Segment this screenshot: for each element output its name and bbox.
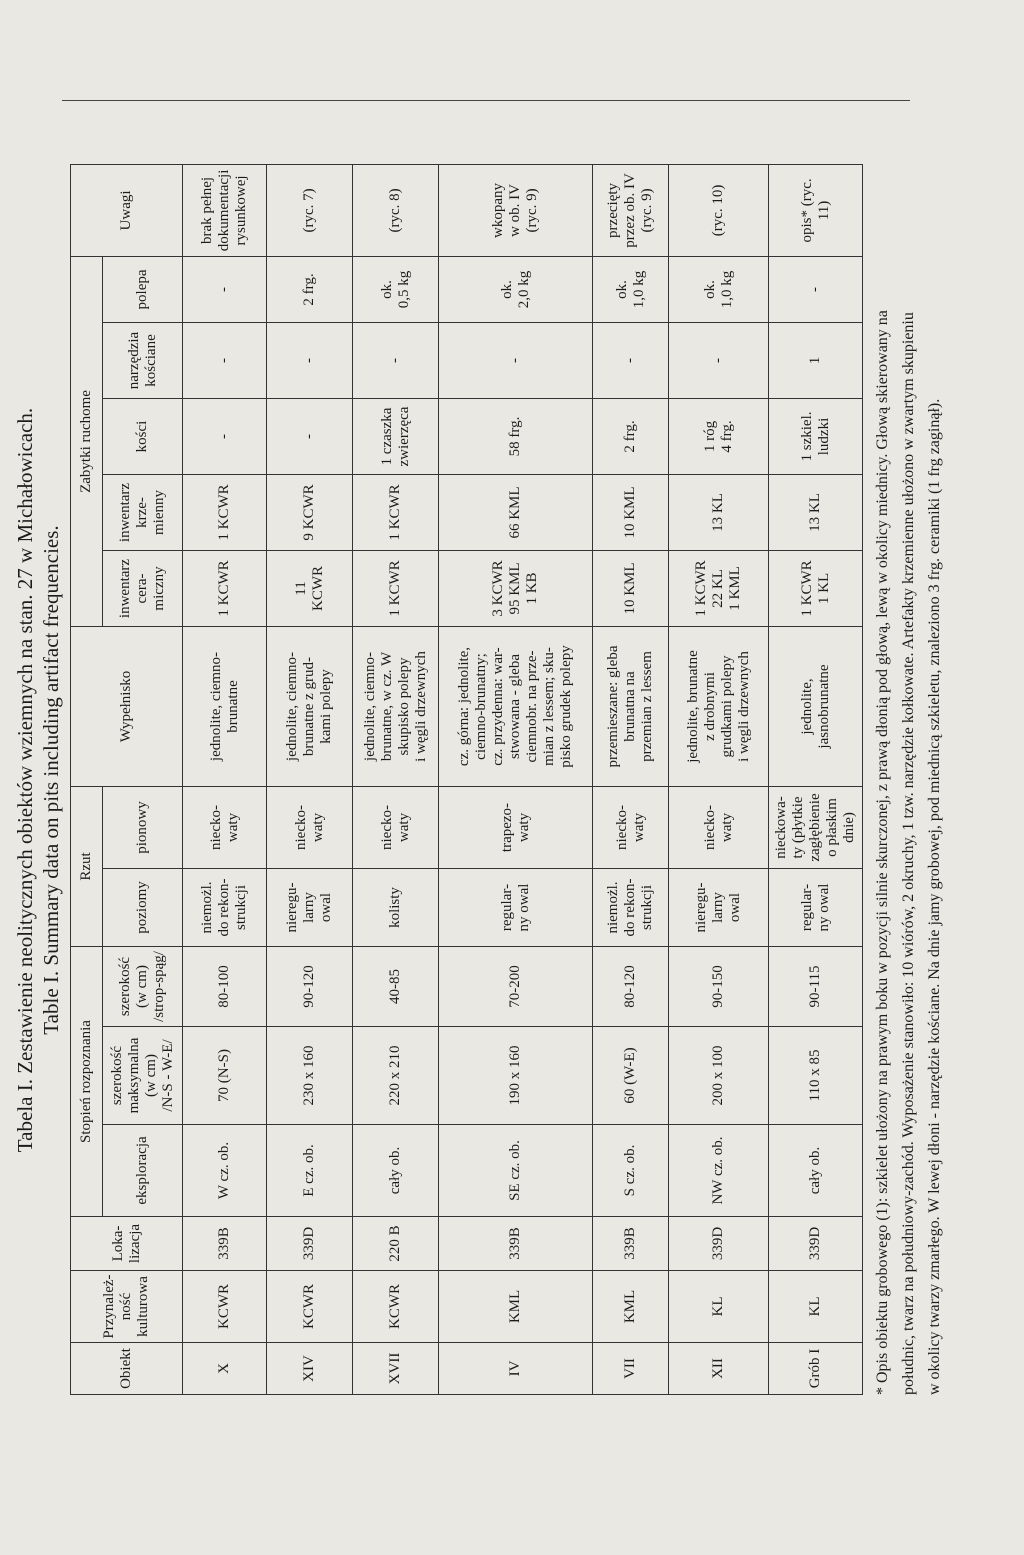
table-row: [183, 164, 267, 1394]
cell-szerokosc: 90-115: [769, 947, 863, 1027]
header-lokalizacja: Loka- lizacja: [71, 1217, 183, 1271]
cell-uwagi: (ryc. 8): [353, 164, 439, 256]
table-row: [353, 164, 439, 1394]
cell-szer-max: 70 (N-S): [183, 1027, 267, 1125]
cell-kosci: 1 szkiel. ludzki: [769, 399, 863, 475]
header-przynaleznosc: Przynależ- ność kulturowa: [71, 1271, 183, 1343]
cell-kosci: 2 frg.: [593, 399, 669, 475]
cell-szerokosc: 40-85: [353, 947, 439, 1027]
cell-polepa: -: [183, 256, 267, 322]
cell-kosci: -: [183, 399, 267, 475]
cell-narzedzia: -: [669, 323, 769, 399]
cell-poziomy: niemożl. do rekon- strukcji: [183, 869, 267, 947]
cell-uwagi: przecięty przez ob. IV (ryc. 9): [593, 164, 669, 256]
cell-eksploracja: SE cz. ob.: [439, 1125, 593, 1217]
footnote-line: południc, twarz na południowy-zachód. Wyposażenie stanowiło: 10 wiórów, 2 okruchy, 1 tzw. narzędzie kołkowate. Artefakty krzemienne ułożono w zwartym skupieniu: [900, 312, 917, 1395]
cell-eksploracja: E cz. ob.: [267, 1125, 353, 1217]
cell-szer-max: 190 x 160: [439, 1027, 593, 1125]
cell-uwagi: (ryc. 7): [267, 164, 353, 256]
cell-wypelnisko: cz. górna: jednolite, ciemno-brunatny; cz. przydenna: war- stwowana - gleba ciemnobr. na prze- mian z lessem; sku- pisko grudek polepy: [439, 627, 593, 787]
cell-krzem: 1 KCWR: [183, 475, 267, 551]
header-uwagi: Uwagi: [71, 164, 183, 256]
cell-lokalizacja: 339D: [669, 1217, 769, 1271]
cell-pionowy: niecko- waty: [183, 787, 267, 869]
cell-wypelnisko: przemieszane: gleba brunatna na przemian z lessem: [593, 627, 669, 787]
cell-polepa: ok. 1,0 kg: [669, 256, 769, 322]
footnote: [870, 155, 948, 1395]
cell-narzedzia: -: [267, 323, 353, 399]
header-kosci: kości: [103, 399, 183, 475]
header-poziomy: poziomy: [103, 869, 183, 947]
cell-lokalizacja: 339D: [267, 1217, 353, 1271]
header-zabytki-ruchome: Zabytki ruchome: [71, 256, 103, 626]
cell-poziomy: nieregu- larny owal: [669, 869, 769, 947]
cell-eksploracja: NW cz. ob.: [669, 1125, 769, 1217]
table-row: [439, 164, 593, 1394]
header-inwentarz-krzemienny: inwentarz krze- mienny: [103, 475, 183, 551]
header-szerokosc: szerokość (w cm) /strop-spąg/: [103, 947, 183, 1027]
footnote-line: w okolicy twarzy zmarłego. W lewej dłoni - narzędzie kościane. Na dnie jamy grobowej, pod miednicą szkieletu, znaleziono 3 frg. ceramiki (1 frg zaginął).: [926, 398, 943, 1395]
cell-poziomy: nieregu- larny owal: [267, 869, 353, 947]
header-narzedzia-koscianie: narzędzia kościane: [103, 323, 183, 399]
footnote-line: * Opis obiektu grobowego (1): szkielet ułożony na prawym boku w pozycji silnie skurczonej, z prawą dłonią pod głową, lewą w okolicy miednicy. Głową skierowany na: [874, 310, 891, 1395]
cell-krzem: 13 KL: [669, 475, 769, 551]
table-row: [267, 164, 353, 1394]
cell-narzedzia: -: [439, 323, 593, 399]
cell-narzedzia: -: [183, 323, 267, 399]
header-rzut: Rzut: [71, 787, 103, 947]
cell-ceram: 10 KML: [593, 551, 669, 627]
cell-lokalizacja: 339B: [439, 1217, 593, 1271]
cell-kosci: -: [267, 399, 353, 475]
header-eksploracja: eksploracja: [103, 1125, 183, 1217]
cell-wypelnisko: jednolite, jasnobrunatne: [769, 627, 863, 787]
cell-polepa: ok. 0,5 kg: [353, 256, 439, 322]
cell-ceram: 3 KCWR 95 KML 1 KB: [439, 551, 593, 627]
cell-obiekt: Grób I: [769, 1343, 863, 1395]
table-row: [669, 164, 769, 1394]
cell-poziomy: regular- ny owal: [769, 869, 863, 947]
cell-narzedzia: 1: [769, 323, 863, 399]
header-inwentarz-ceramiczny: inwentarz cera- miczny: [103, 551, 183, 627]
cell-polepa: ok. 2,0 kg: [439, 256, 593, 322]
table-caption-polish: Tabela I. Zestawienie neolitycznych obiektów wziemnych na stan. 27 w Michałowicach.: [13, 407, 37, 1153]
cell-polepa: 2 frg.: [267, 256, 353, 322]
cell-uwagi: (ryc. 10): [669, 164, 769, 256]
cell-narzedzia: -: [353, 323, 439, 399]
header-polepa: polepa: [103, 256, 183, 322]
cell-krzem: 13 KL: [769, 475, 863, 551]
cell-obiekt: XVII: [353, 1343, 439, 1395]
cell-kultura: KL: [769, 1271, 863, 1343]
cell-obiekt: VII: [593, 1343, 669, 1395]
header-szerokosc-maksymalna: szerokość maksymalna (w cm) /N-S - W-E/: [103, 1027, 183, 1125]
cell-szerokosc: 70-200: [439, 947, 593, 1027]
cell-kultura: KL: [669, 1271, 769, 1343]
cell-lokalizacja: 339B: [183, 1217, 267, 1271]
cell-szer-max: 60 (W-E): [593, 1027, 669, 1125]
cell-poziomy: kolisty: [353, 869, 439, 947]
cell-obiekt: XII: [669, 1343, 769, 1395]
cell-poziomy: regular- ny owal: [439, 869, 593, 947]
cell-uwagi: wkopany w ob. IV (ryc. 9): [439, 164, 593, 256]
cell-krzem: 10 KML: [593, 475, 669, 551]
cell-wypelnisko: jednolite, ciemno- brunatne, w cz. W skupisko polepy i węgli drzewnych: [353, 627, 439, 787]
cell-poziomy: niemożl. do rekon- strukcji: [593, 869, 669, 947]
cell-lokalizacja: 339D: [769, 1217, 863, 1271]
cell-szerokosc: 80-100: [183, 947, 267, 1027]
cell-szerokosc: 90-120: [267, 947, 353, 1027]
table-caption-english: Table I. Summary data on pits including artifact frequencies.: [39, 525, 63, 1035]
cell-kultura: KCWR: [267, 1271, 353, 1343]
cell-szer-max: 220 x 210: [353, 1027, 439, 1125]
cell-krzem: 1 KCWR: [353, 475, 439, 551]
cell-eksploracja: S cz. ob.: [593, 1125, 669, 1217]
cell-obiekt: XIV: [267, 1343, 353, 1395]
cell-lokalizacja: 339B: [593, 1217, 669, 1271]
cell-pionowy: niecko- waty: [267, 787, 353, 869]
cell-szerokosc: 80-120: [593, 947, 669, 1027]
cell-kultura: KML: [439, 1271, 593, 1343]
cell-kosci: 58 frg.: [439, 399, 593, 475]
cell-kosci: 1 róg 4 frg.: [669, 399, 769, 475]
cell-kultura: KCWR: [183, 1271, 267, 1343]
cell-pionowy: trapezo- waty: [439, 787, 593, 869]
cell-wypelnisko: jednolite, ciemno- brunatne z grud- kami polepy: [267, 627, 353, 787]
table-row: [593, 164, 669, 1394]
header-obiekt: Obiekt: [71, 1343, 183, 1395]
cell-obiekt: X: [183, 1343, 267, 1395]
cell-wypelnisko: jednolite, brunatne z drobnymi grudkami polepy i węgli drzewnych: [669, 627, 769, 787]
cell-kultura: KCWR: [353, 1271, 439, 1343]
cell-pionowy: nieckowa- ty (płytkie zagłębienie o płaskim dnie): [769, 787, 863, 869]
header-stopien-rozpoznania: Stopień rozpoznania: [71, 947, 103, 1217]
cell-ceram: 11 KCWR: [267, 551, 353, 627]
table-row: [769, 164, 863, 1394]
header-pionowy: pionowy: [103, 787, 183, 869]
cell-szer-max: 230 x 160: [267, 1027, 353, 1125]
header-wypelnisko: Wypełnisko: [71, 627, 183, 787]
cell-pionowy: niecko- waty: [593, 787, 669, 869]
cell-narzedzia: -: [593, 323, 669, 399]
cell-krzem: 9 KCWR: [267, 475, 353, 551]
cell-szer-max: 110 x 85: [769, 1027, 863, 1125]
cell-obiekt: IV: [439, 1343, 593, 1395]
cell-krzem: 66 KML: [439, 475, 593, 551]
cell-szerokosc: 90-150: [669, 947, 769, 1027]
cell-ceram: 1 KCWR: [353, 551, 439, 627]
cell-kultura: KML: [593, 1271, 669, 1343]
cell-polepa: ok. 1,0 kg: [593, 256, 669, 322]
cell-ceram: 1 KCWR 1 KL: [769, 551, 863, 627]
cell-pionowy: niecko- waty: [353, 787, 439, 869]
cell-lokalizacja: 220 B: [353, 1217, 439, 1271]
cell-uwagi: brak pełnej dokumentacji rysunkowej: [183, 164, 267, 256]
cell-kosci: 1 czaszka zwierzęca: [353, 399, 439, 475]
cell-szer-max: 200 x 100: [669, 1027, 769, 1125]
cell-eksploracja: cały ob.: [353, 1125, 439, 1217]
cell-wypelnisko: jednolite, ciemno- brunatne: [183, 627, 267, 787]
cell-uwagi: opis* (ryc. 11): [769, 164, 863, 256]
cell-ceram: 1 KCWR 22 KL 1 KML: [669, 551, 769, 627]
cell-polepa: -: [769, 256, 863, 322]
cell-eksploracja: cały ob.: [769, 1125, 863, 1217]
cell-ceram: 1 KCWR: [183, 551, 267, 627]
cell-pionowy: niecko- waty: [669, 787, 769, 869]
summary-table: [70, 164, 863, 1395]
cell-eksploracja: W cz. ob.: [183, 1125, 267, 1217]
